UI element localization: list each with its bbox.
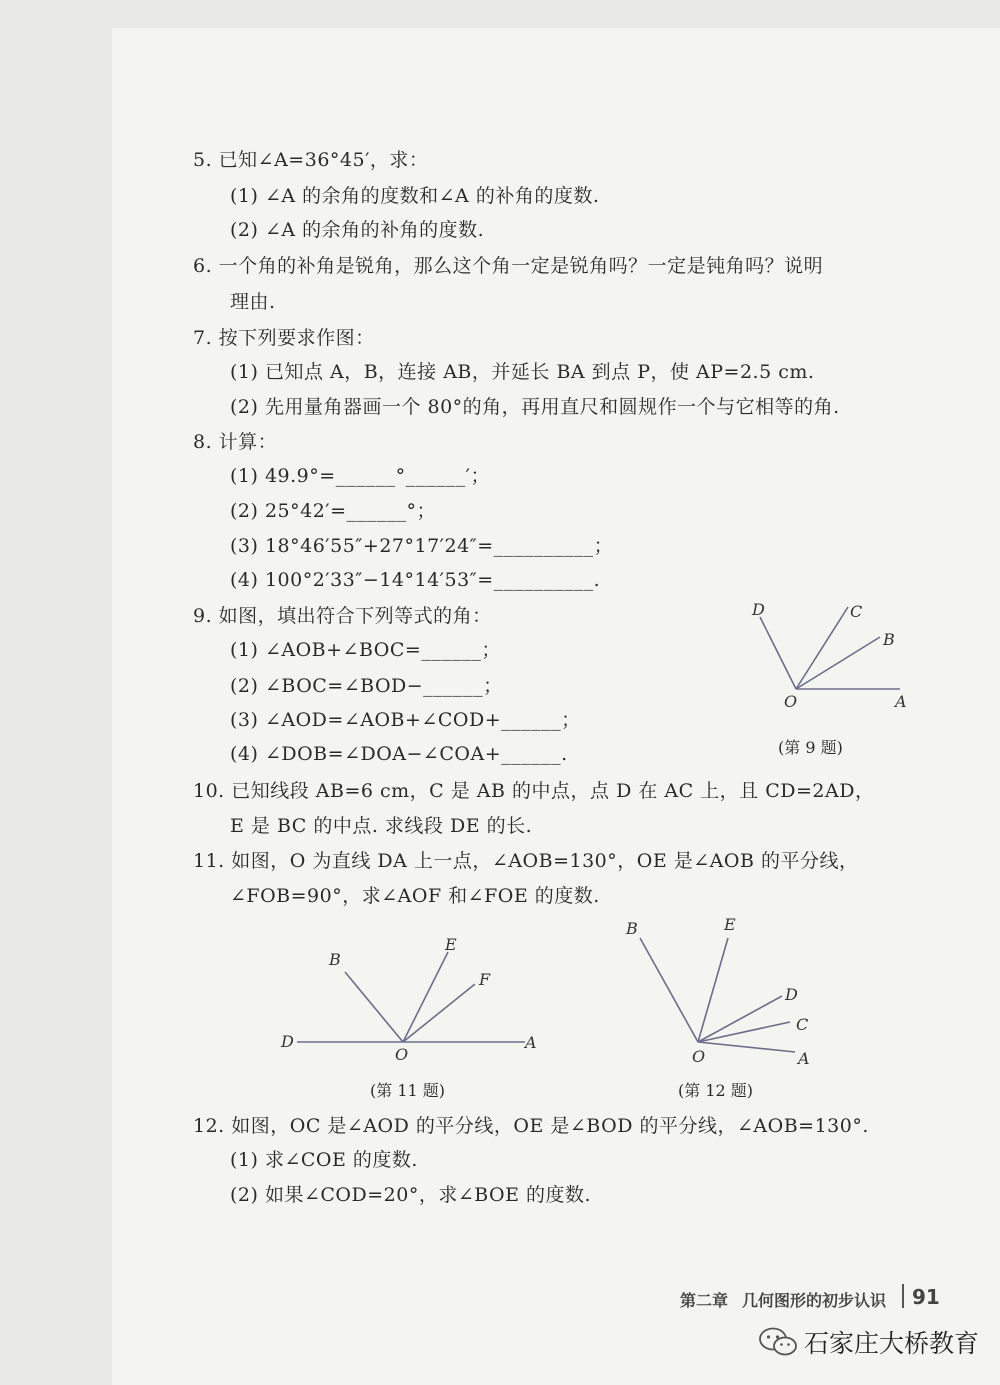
- label-a: A: [895, 692, 907, 711]
- problem-12-part-2: (2) 如果∠COD=20°，求∠BOE 的度数.: [230, 1184, 592, 1206]
- label-a: A: [525, 1033, 537, 1052]
- label-b: B: [329, 950, 341, 969]
- ray-ob: [640, 938, 698, 1042]
- problem-12-part-1: (1) 求∠COE 的度数.: [230, 1149, 418, 1171]
- footer-divider: [902, 1284, 904, 1308]
- problem-9-part-1: (1) ∠AOB+∠BOC=______；: [230, 639, 501, 661]
- figure-9-caption: (第 9 题): [778, 738, 843, 757]
- label-o: O: [784, 692, 798, 711]
- page-number: 91: [912, 1285, 940, 1309]
- ray-of: [403, 984, 475, 1042]
- label-a: A: [798, 1049, 810, 1068]
- label-e: E: [724, 915, 736, 934]
- label-b: B: [883, 630, 895, 649]
- problem-8-part-3: (3) 18°46′55″+27°17′24″=__________；: [230, 535, 614, 557]
- label-b: B: [626, 919, 638, 938]
- problem-5: 5. 已知∠A=36°45′，求：: [193, 149, 429, 171]
- problem-10: 10. 已知线段 AB=6 cm，C 是 AB 的中点，点 D 在 AC 上，且 CD=2AD，: [193, 780, 875, 802]
- problem-8-part-4: (4) 100°2′33″−14°14′53″=__________.: [230, 569, 601, 591]
- label-o: O: [395, 1045, 409, 1064]
- watermark: [758, 1322, 979, 1362]
- label-e: E: [445, 935, 457, 954]
- problem-10-cont: E 是 BC 的中点. 求线段 DE 的长.: [230, 815, 533, 837]
- label-d: D: [281, 1032, 294, 1051]
- label-c: C: [796, 1015, 809, 1034]
- footer-chapter: 第二章: [680, 1291, 729, 1310]
- problem-11-cont: ∠FOB=90°，求∠AOF 和∠FOE 的度数.: [230, 885, 600, 907]
- problem-12: 12. 如图，OC 是∠AOD 的平分线，OE 是∠BOD 的平分线，∠AOB=130°.: [193, 1115, 869, 1137]
- problem-9: 9. 如图，填出符合下列等式的角：: [193, 605, 492, 627]
- figure-11-caption: (第 11 题): [370, 1081, 446, 1100]
- ray-od: [698, 996, 782, 1042]
- problem-9-part-4: (4) ∠DOB=∠DOA−∠COA+______.: [230, 743, 568, 765]
- label-o: O: [692, 1047, 706, 1066]
- problem-6-cont: 理由.: [230, 291, 276, 313]
- wechat-icon: [758, 1326, 798, 1358]
- figure-11: [275, 930, 545, 1065]
- ray-ob: [345, 972, 403, 1042]
- label-f: F: [479, 970, 491, 989]
- figure-9: [740, 595, 920, 720]
- problem-9-part-3: (3) ∠AOD=∠AOB+∠COD+______；: [230, 709, 581, 731]
- problem-7: 7. 按下列要求作图：: [193, 327, 375, 349]
- ray-oa: [698, 1042, 795, 1052]
- problem-5-part-1: (1) ∠A 的余角的度数和∠A 的补角的度数.: [230, 185, 600, 207]
- figure-12-caption: (第 12 题): [678, 1081, 754, 1100]
- ray-oc: [796, 607, 848, 689]
- ray-ob: [796, 637, 880, 689]
- ray-oe: [403, 952, 448, 1042]
- problem-8-part-2: (2) 25°42′=______°；: [230, 500, 437, 522]
- label-c: C: [850, 602, 863, 621]
- ray-od: [760, 617, 796, 689]
- problem-8-part-1: (1) 49.9°=______°______′；: [230, 465, 490, 487]
- label-d: D: [785, 985, 798, 1004]
- problem-11: 11. 如图，O 为直线 DA 上一点，∠AOB=130°，OE 是∠AOB 的平分线，: [193, 850, 859, 872]
- label-d: D: [752, 600, 765, 619]
- ray-oc: [698, 1022, 790, 1042]
- watermark-text: 石家庄大桥教育: [804, 1329, 980, 1358]
- problem-7-part-1: (1) 已知点 A，B，连接 AB，并延长 BA 到点 P，使 AP=2.5 cm.: [230, 361, 815, 383]
- problem-9-part-2: (2) ∠BOC=∠BOD−______；: [230, 675, 503, 697]
- problem-7-part-2: (2) 先用量角器画一个 80°的角，再用直尺和圆规作一个与它相等的角.: [230, 396, 840, 418]
- footer-title: 几何图形的初步认识: [742, 1291, 887, 1310]
- problem-6: 6. 一个角的补角是锐角，那么这个角一定是锐角吗？一定是钝角吗？说明: [193, 255, 824, 277]
- ray-oe: [698, 938, 728, 1042]
- problem-5-part-2: (2) ∠A 的余角的补角的度数.: [230, 219, 485, 241]
- figure-12: [620, 910, 820, 1070]
- problem-8: 8. 计算：: [193, 431, 278, 453]
